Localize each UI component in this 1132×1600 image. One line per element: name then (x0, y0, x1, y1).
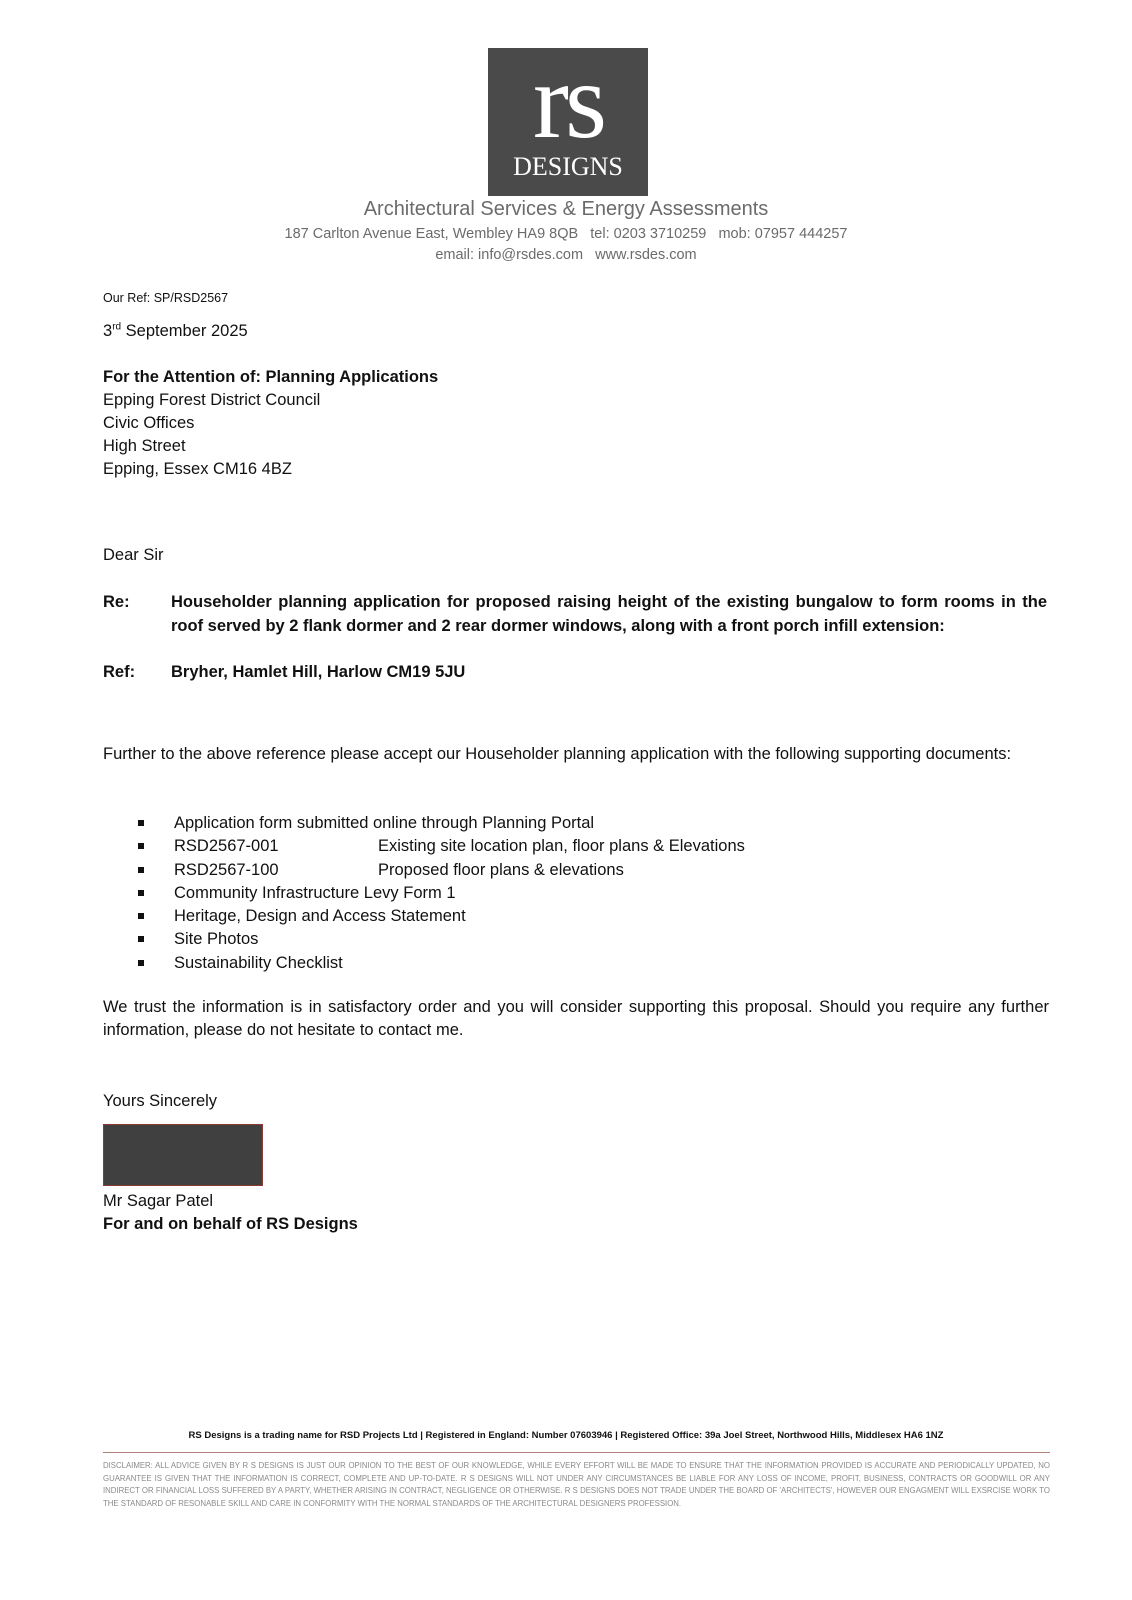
on-behalf-line: For and on behalf of RS Designs (103, 1215, 358, 1233)
bullet-icon (138, 913, 144, 919)
date-rest: September 2025 (121, 322, 248, 340)
address-line-2: Civic Offices (103, 414, 195, 432)
signatory-name: Mr Sagar Patel (103, 1192, 214, 1210)
company-email-line: email: info@rsdes.com www.rsdes.com (435, 247, 697, 263)
date-day: 3 (103, 322, 113, 340)
logo-monogram: rs (533, 42, 603, 161)
re-label: Re: (103, 593, 130, 611)
ref-label: Ref: (103, 663, 136, 681)
salutation: Dear Sir (103, 546, 164, 564)
footer-registration: RS Designs is a trading name for RSD Projects Ltd | Registered in England: Number 07603946 | Registered Office: 39a Joel Street, Northwood Hills, Middlesex HA6 1NZ (188, 1430, 944, 1441)
redacted-signature (103, 1124, 263, 1186)
bullet-icon (138, 820, 144, 826)
bullet-icon (138, 960, 144, 966)
bullet-icon (138, 890, 144, 896)
closing-paragraph: We trust the information is in satisfactory order and you will consider supporting this proposal. Should you require any further information, please do not hesitate to contact me. (103, 998, 1049, 1039)
our-reference: Our Ref: SP/RSD2567 (103, 291, 229, 305)
bullet-icon (138, 843, 144, 849)
footer-disclaimer: DISCLAIMER: ALL ADVICE GIVEN BY R S DESIGNS IS JUST OUR OPINION TO THE BEST OF OUR KNOWLEDGE, WHILE EVERY EFFORT WILL BE MADE TO ENSURE THAT THE INFORMATION PROVIDED IS ACCURATE AND PERIODICALLY UPDATED, NO GUARANTEE IS GIVEN THAT THE INFORMATION IS CORRECT, COMPLETE AND UP-TO-DATE. R S DESIGNS WILL NOT UNDER ANY CIRCUMSTANCES BE LIABLE FOR ANY LOSS OF INCOME, PROFIT, BUSINESS, CONTRACTS OR GOODWILL OR ANY INDIRECT OR FINANCIAL LOSS SUFFERED BY A PARTY, WHETHER ARISING IN CONTRACT, NEGLIGENCE OR OTHERWISE. R S DESIGNS DOES NOT TRADE UNDER THE BOARD OF 'ARCHITECTS', HOWEVER OUR ENGAGMENT WILL EXSRCISE WORK TO THE STANDARD OF RESONABLE SKILL AND CARE IN CONFORMITY WITH THE NORMAL STANDARDS OF THE ARCHITECTURAL DESIGNERS PROFESSION. (103, 1461, 1050, 1508)
re-text: Householder planning application for proposed raising height of the existing bungalow to form rooms in the roof served by 2 flank dormer and 2 rear dormer windows, along with a front porch infill extension: (171, 593, 1047, 635)
bullet-icon (138, 867, 144, 873)
footer-divider (103, 1452, 1050, 1453)
bullet-icon (138, 936, 144, 942)
address-line-1: Epping Forest District Council (103, 391, 321, 409)
letter-page: rs DESIGNS Architectural Services & Energy Assessments 187 Carlton Avenue East, Wembley HA9 8QB tel: 0203 3710259 mob: 07957 444257 email: info@rsdes.com www.rsdes.com Our Ref: SP/RSD2567 3rd September 2025 For the Attention of: Planning Applications Epping Forest District Council Civic Offices High Street Epping, Essex CM16 4BZ Dear Sir Re: Householder planning application for proposed raising height of the existing bungalow to form rooms in the roof served by 2 flank dormer and 2 rear dormer windows, along with a front porch infill extension: Ref: Bryher, Hamlet Hill, Harlow CM19 5JU Further to the above reference please accept our Householder planning application with the following supporting documents: Application form submitted online through Planning Portal RSD2567-001 Existing site location plan, floor plans & Elevations RSD2567-100 Proposed floor plans & elevations Community Infrastructure Levy Form 1 Heritage, Design and Access Statement Site Photos Sustainability Checklist We trust the information is in satisfactory order and you will consider supporting this proposal. Should you require any further information, please do not hesitate to contact me. Yours Sincerely Mr Sagar Patel For and on behalf of RS Designs RS Designs is a trading name for RSD Projects Ltd | Registered in England: Number 07603946 | Registered Office: 39a Joel Street, Northwood Hills, Middlesex HA6 1NZ DISCLAIMER: ALL ADVICE GIVEN BY R S DESIGNS IS JUST OUR OPINION TO THE BEST OF OUR KNOWLEDGE, WHILE EVERY EFFORT WILL BE MADE TO ENSURE THAT THE INFORMATION PROVIDED IS ACCURATE AND PERIODICALLY UPDATED, NO GUARANTEE IS GIVEN THAT THE INFORMATION IS CORRECT, COMPLETE AND UP-TO-DATE. R S DESIGNS WILL NOT UNDER ANY CIRCUMSTANCES BE LIABLE FOR ANY LOSS OF INCOME, PROFIT, BUSINESS, CONTRACTS OR GOODWILL OR ANY INDIRECT OR FINANCIAL LOSS SUFFERED BY A PARTY, WHETHER ARISING IN CONTRACT, NEGLIGENCE OR OTHERWISE. R S DESIGNS DOES NOT TRADE UNDER THE BOARD OF 'ARCHITECTS', HOWEVER OUR ENGAGMENT WILL EXSRCISE WORK TO THE STANDARD OF RESONABLE SKILL AND CARE IN CONFORMITY WITH THE NORMAL STANDARDS OF THE ARCHITECTURAL DESIGNERS PROFESSION. (0, 0, 1132, 1600)
attention-line: For the Attention of: Planning Applications (103, 368, 439, 386)
address-line-3: High Street (103, 437, 186, 455)
letter-date (103, 320, 248, 343)
rs-designs-logo (488, 42, 648, 196)
sign-off: Yours Sincerely (103, 1092, 218, 1110)
company-contact-line: 187 Carlton Avenue East, Wembley HA9 8QB tel: 0203 3710259 mob: 07957 444257 (284, 226, 848, 242)
date-suffix: rd (112, 321, 122, 333)
logo-wordmark: DESIGNS (513, 152, 623, 181)
company-tagline: Architectural Services & Energy Assessments (363, 198, 769, 220)
address-line-4: Epping, Essex CM16 4BZ (103, 460, 292, 478)
ref-text: Bryher, Hamlet Hill, Harlow CM19 5JU (171, 663, 466, 681)
intro-paragraph: Further to the above reference please accept our Householder planning application with the following supporting documents: (103, 745, 1012, 763)
